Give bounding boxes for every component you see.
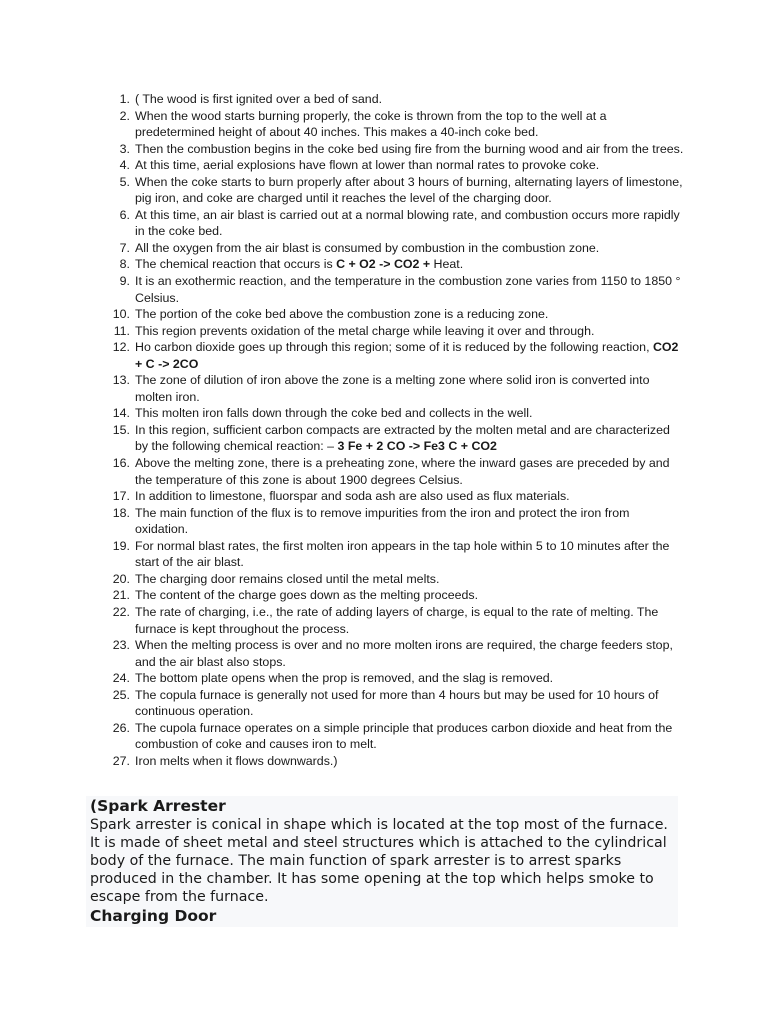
list-item — [95, 571, 685, 588]
list-item-number: 2. — [119, 108, 130, 123]
chemical-equation: CO2 + C -> 2CO — [135, 340, 679, 371]
list-item-number: 27. — [112, 753, 130, 768]
list-item-text: This molten iron falls down through the coke bed and collects in the well. — [135, 406, 533, 421]
list-item-number: 11. — [113, 323, 130, 338]
list-item — [95, 141, 685, 158]
list-item-text: For normal blast rates, the first molten iron appears in the tap hole within 5 to 10 minutes after the start of the air blast. — [135, 538, 670, 570]
list-item — [95, 323, 685, 340]
list-item — [95, 488, 685, 505]
list-item — [95, 455, 685, 488]
list-item-text: Ho carbon dioxide goes up through this region; some of it is reduced by the following reaction, — [135, 340, 653, 355]
list-item-text: When the wood starts burning properly, the coke is thrown from the top to the well at a predetermined height of about 40 inches. This makes a 40-inch coke bed. — [135, 108, 607, 140]
list-item-number: 4. — [119, 158, 130, 173]
list-item-number: 6. — [119, 207, 130, 222]
list-item-number: 12. — [112, 340, 130, 355]
list-item-text: This region prevents oxidation of the metal charge while leaving it over and through. — [135, 323, 595, 338]
chemical-equation: C + O2 -> CO2 + — [336, 257, 431, 272]
list-item-text: The content of the charge goes down as the melting proceeds. — [135, 588, 479, 603]
list-item-text: The portion of the coke bed above the combustion zone is a reducing zone. — [135, 307, 549, 322]
list-item — [95, 637, 685, 670]
list-item-number: 14. — [112, 406, 130, 421]
list-item-text: ( The wood is first ignited over a bed of sand. — [135, 92, 383, 106]
list-item-number: 13. — [112, 373, 130, 388]
heading-prefix: ( — [90, 797, 98, 815]
list-item — [95, 174, 685, 207]
list-item — [95, 687, 685, 720]
list-item — [95, 505, 685, 538]
list-item-number: 5. — [119, 174, 130, 189]
list-item-number: 22. — [112, 604, 130, 619]
list-item — [95, 720, 685, 753]
procedure-steps-list — [95, 91, 685, 769]
list-item-text: The copula furnace is generally not used for more than 4 hours but may be used for 10 hours of continuous operation. — [135, 687, 659, 719]
list-item — [95, 670, 685, 687]
list-item-text: At this time, an air blast is carried out at a normal blowing rate, and combustion occurs more rapidly in the coke bed. — [135, 207, 680, 239]
list-item-number: 26. — [112, 720, 130, 735]
list-item-text-end: Heat. — [430, 257, 464, 272]
list-item — [95, 604, 685, 637]
list-item-number: 16. — [112, 456, 130, 471]
list-item-text: The cupola furnace operates on a simple principle that produces carbon dioxide and heat from the combustion of coke and causes iron to melt. — [135, 720, 673, 752]
list-item-number: 1. — [119, 92, 130, 106]
list-item-text: The main function of the flux is to remove impurities from the iron and protect the iron from oxidation. — [135, 505, 630, 537]
list-item — [95, 306, 685, 323]
list-item-number: 9. — [119, 274, 130, 289]
list-item — [95, 256, 685, 273]
spark-arrester-section — [86, 796, 678, 927]
list-item — [95, 207, 685, 240]
list-item — [95, 753, 685, 770]
spark-arrester-paragraph: Spark arrester is conical in shape which is located at the top most of the furnace. It is made of sheet metal and steel structures which is attached to the cylindrical body of the furnace. The main function of spark arrester is to arrest sparks produced in the chamber. It has some opening at the top which helps smoke to escape from the furnace. — [90, 817, 668, 905]
list-item — [95, 339, 685, 372]
list-item-text: Iron melts when it flows downwards.) — [135, 753, 338, 768]
list-item — [95, 240, 685, 257]
list-item-number: 18. — [112, 505, 130, 520]
list-item-text: The bottom plate opens when the prop is removed, and the slag is removed. — [135, 671, 554, 686]
list-item-text: The charging door remains closed until the metal melts. — [135, 571, 440, 586]
list-item-text: In addition to limestone, fluorspar and soda ash are also used as flux materials. — [135, 489, 570, 504]
list-item-number: 10. — [112, 307, 130, 322]
list-item — [95, 587, 685, 604]
chemical-equation: 3 Fe + 2 CO -> Fe3 C + CO2 — [337, 439, 497, 454]
list-item — [95, 91, 685, 108]
list-item-text: The zone of dilution of iron above the zone is a melting zone where solid iron is converted into molten iron. — [135, 373, 650, 404]
list-item-number: 3. — [119, 141, 130, 156]
list-item-text: Then the combustion begins in the coke bed using fire from the burning wood and air from the trees. — [135, 141, 684, 156]
list-item — [95, 372, 685, 405]
heading-text: Spark Arrester — [97, 797, 226, 815]
list-item-text: The chemical reaction that occurs is — [135, 257, 337, 272]
list-item-number: 20. — [112, 571, 130, 586]
list-item-text: All the oxygen from the air blast is consumed by combustion in the combustion zone. — [135, 240, 600, 255]
list-item-number: 8. — [119, 257, 130, 272]
list-item-number: 17. — [112, 489, 130, 504]
list-item-number: 25. — [112, 687, 130, 702]
list-item-number: 19. — [112, 538, 130, 553]
charging-door-heading: Charging Door — [90, 907, 217, 925]
list-item-text: Above the melting zone, there is a preheating zone, where the inward gases are preceded by and the temperature of this zone is about 1900 degrees Celsius. — [135, 456, 670, 487]
list-item-text: When the coke starts to burn properly after about 3 hours of burning, alternating layers of limestone, pig iron, and coke are charged until it reaches the level of the charging door. — [135, 174, 683, 206]
list-item-number: 23. — [112, 638, 130, 653]
list-item — [95, 405, 685, 422]
spark-arrester-heading — [86, 797, 678, 816]
list-item-number: 15. — [112, 422, 130, 437]
list-item-text: The rate of charging, i.e., the rate of adding layers of charge, is equal to the rate of melting. The furnace is kept throughout the process. — [135, 604, 659, 636]
list-item-text: At this time, aerial explosions have flown at lower than normal rates to provoke coke. — [135, 158, 600, 173]
list-item-number: 21. — [112, 588, 130, 603]
list-item-number: 7. — [119, 240, 130, 255]
list-item — [95, 157, 685, 174]
list-item — [95, 273, 685, 306]
list-item-text: In this region, sufficient carbon compacts are extracted by the molten metal and are characterized by the following chemical reaction: – — [135, 422, 670, 454]
list-item-text: It is an exothermic reaction, and the temperature in the combustion zone varies from 1150 to 1850 ° Celsius. — [135, 274, 681, 305]
list-item-text: When the melting process is over and no more molten irons are required, the charge feeders stop, and the air blast also stops. — [135, 638, 673, 669]
list-item — [95, 108, 685, 141]
list-item-number: 24. — [112, 671, 130, 686]
list-item — [95, 538, 685, 571]
list-item — [95, 422, 685, 455]
